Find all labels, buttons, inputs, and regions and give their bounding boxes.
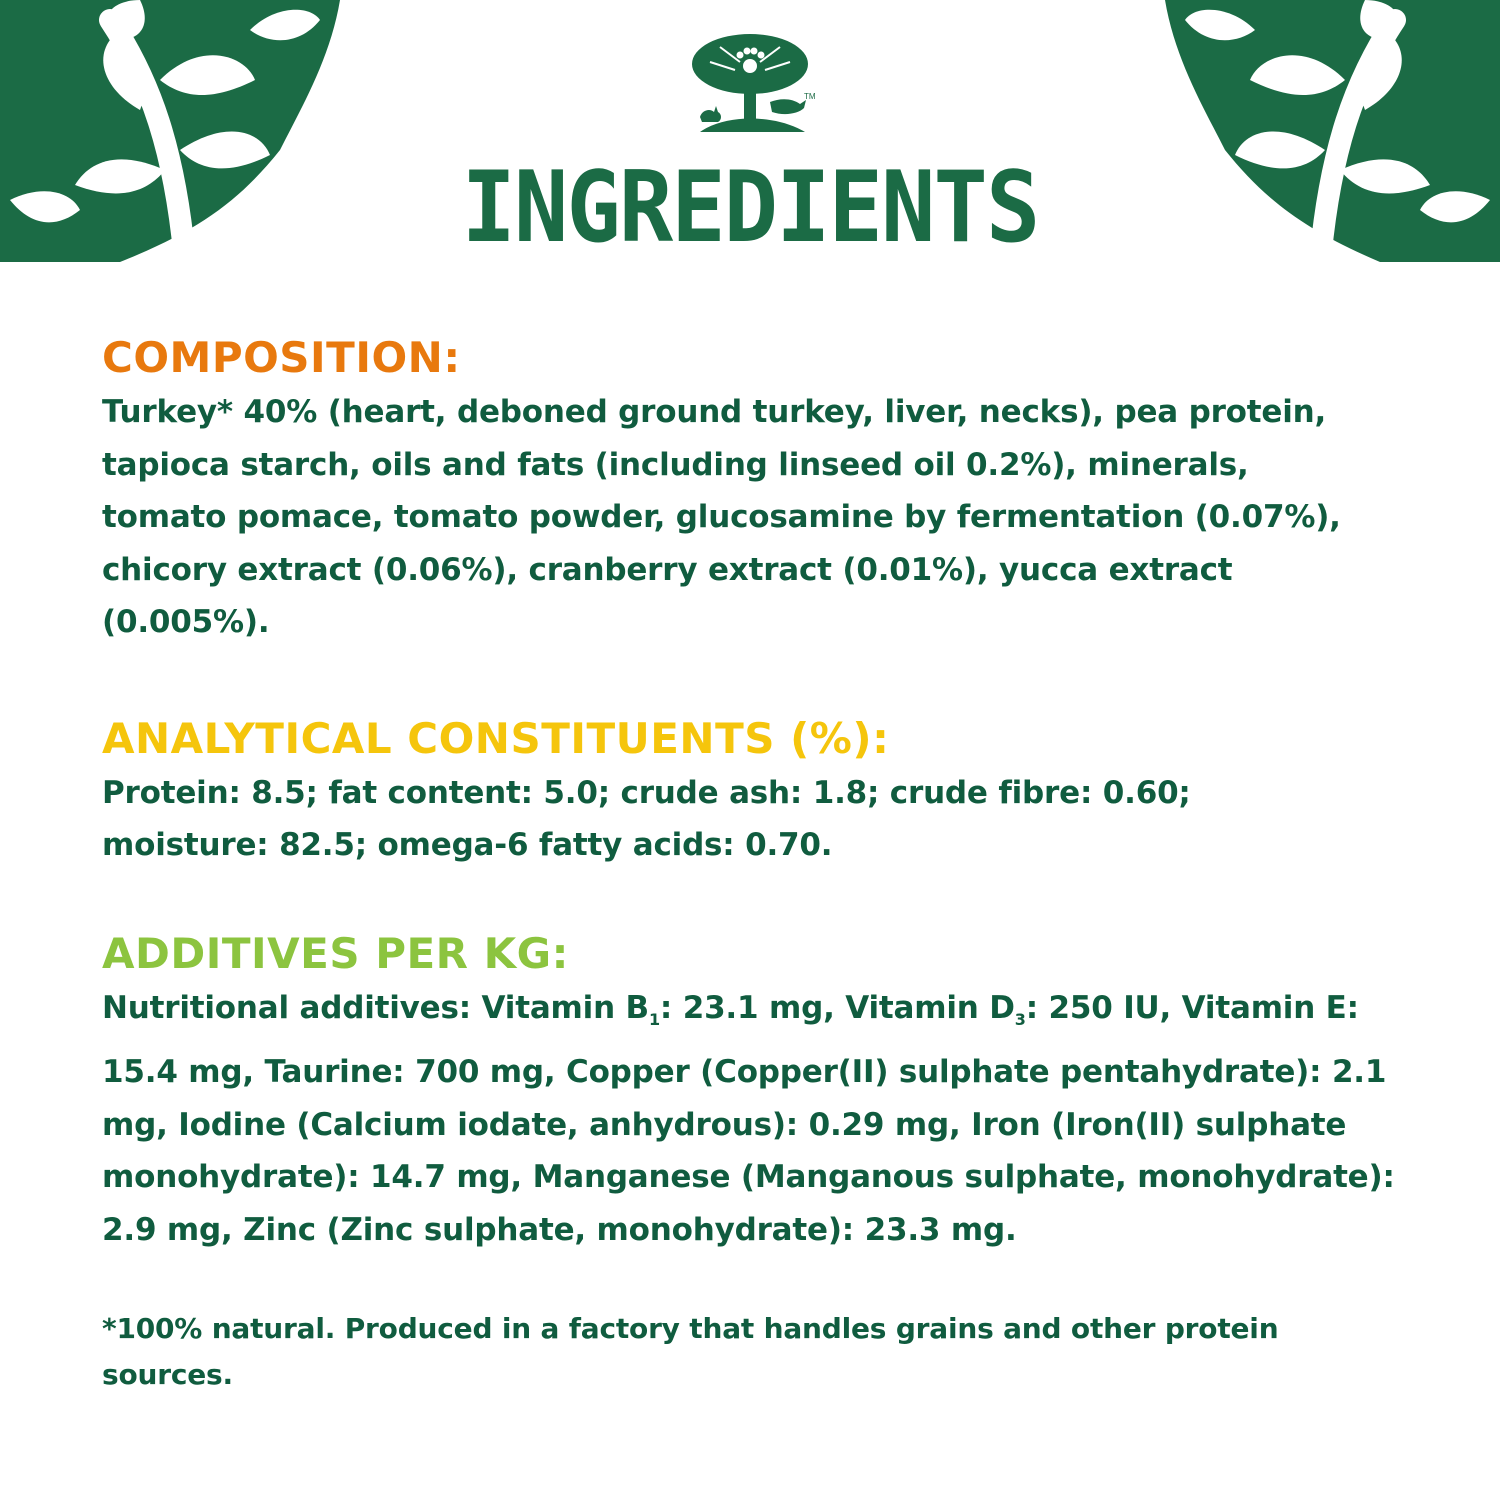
header-banner [0,0,1500,265]
footnote: *100% natural. Produced in a factory that handles grains and other protein sources. [102,1312,1279,1392]
analytical-section [102,711,1402,872]
additives-text [102,982,1397,1257]
vitamin-d3-subscript: 3 [1014,1009,1026,1029]
composition-text: Turkey* 40% (heart, deboned ground turkey, liver, necks), pea protein, tapioca starch, oils and fats (including linseed oil 0.2%), minerals, tomato pomace, tomato powder, glucosamine by fermentation (0.07%), chicory extract (0.06%), cranberry extract (0.01%), yucca extract (0.005%). [102,394,1341,640]
additives-heading: ADDITIVES PER KG: [102,928,569,978]
additives-section [102,926,1402,1257]
page-title: INGREDIENTS [461,151,1039,265]
vitamin-b1-subscript: 1 [648,1009,660,1029]
additives-text-part-3: : 250 IU, Vitamin E: 15.4 mg, Taurine: 700 mg, Copper (Copper(II) sulphate pentahydrate): 2.1 mg, Iodine (Calcium iodate, anhydrous): 0.29 mg, Iron (Iron(II) sulphate monohydrate): 14.7 mg, Manganese (Manganous sulphate, monohydrate): 2.9 mg, Zinc (Zinc sulphate, monohydrate): 23.3 mg. [102,989,1395,1248]
composition-section [102,330,1402,649]
additives-text-part-2: : 23.1 mg, Vitamin D [659,989,1015,1026]
additives-text-part-1: Nutritional additives: Vitamin B [102,989,649,1026]
trademark-label: TM [804,92,816,101]
ingredients-content [102,330,1402,1398]
analytical-heading: ANALYTICAL CONSTITUENTS (%): [102,713,890,763]
composition-heading: COMPOSITION: [102,333,461,382]
tree-cat-dog-logo-icon [680,22,820,137]
analytical-text: Protein: 8.5; fat content: 5.0; crude ash: 1.8; crude fibre: 0.60; moisture: 82.5; omega-6 fatty acids: 0.70. [102,774,1191,863]
